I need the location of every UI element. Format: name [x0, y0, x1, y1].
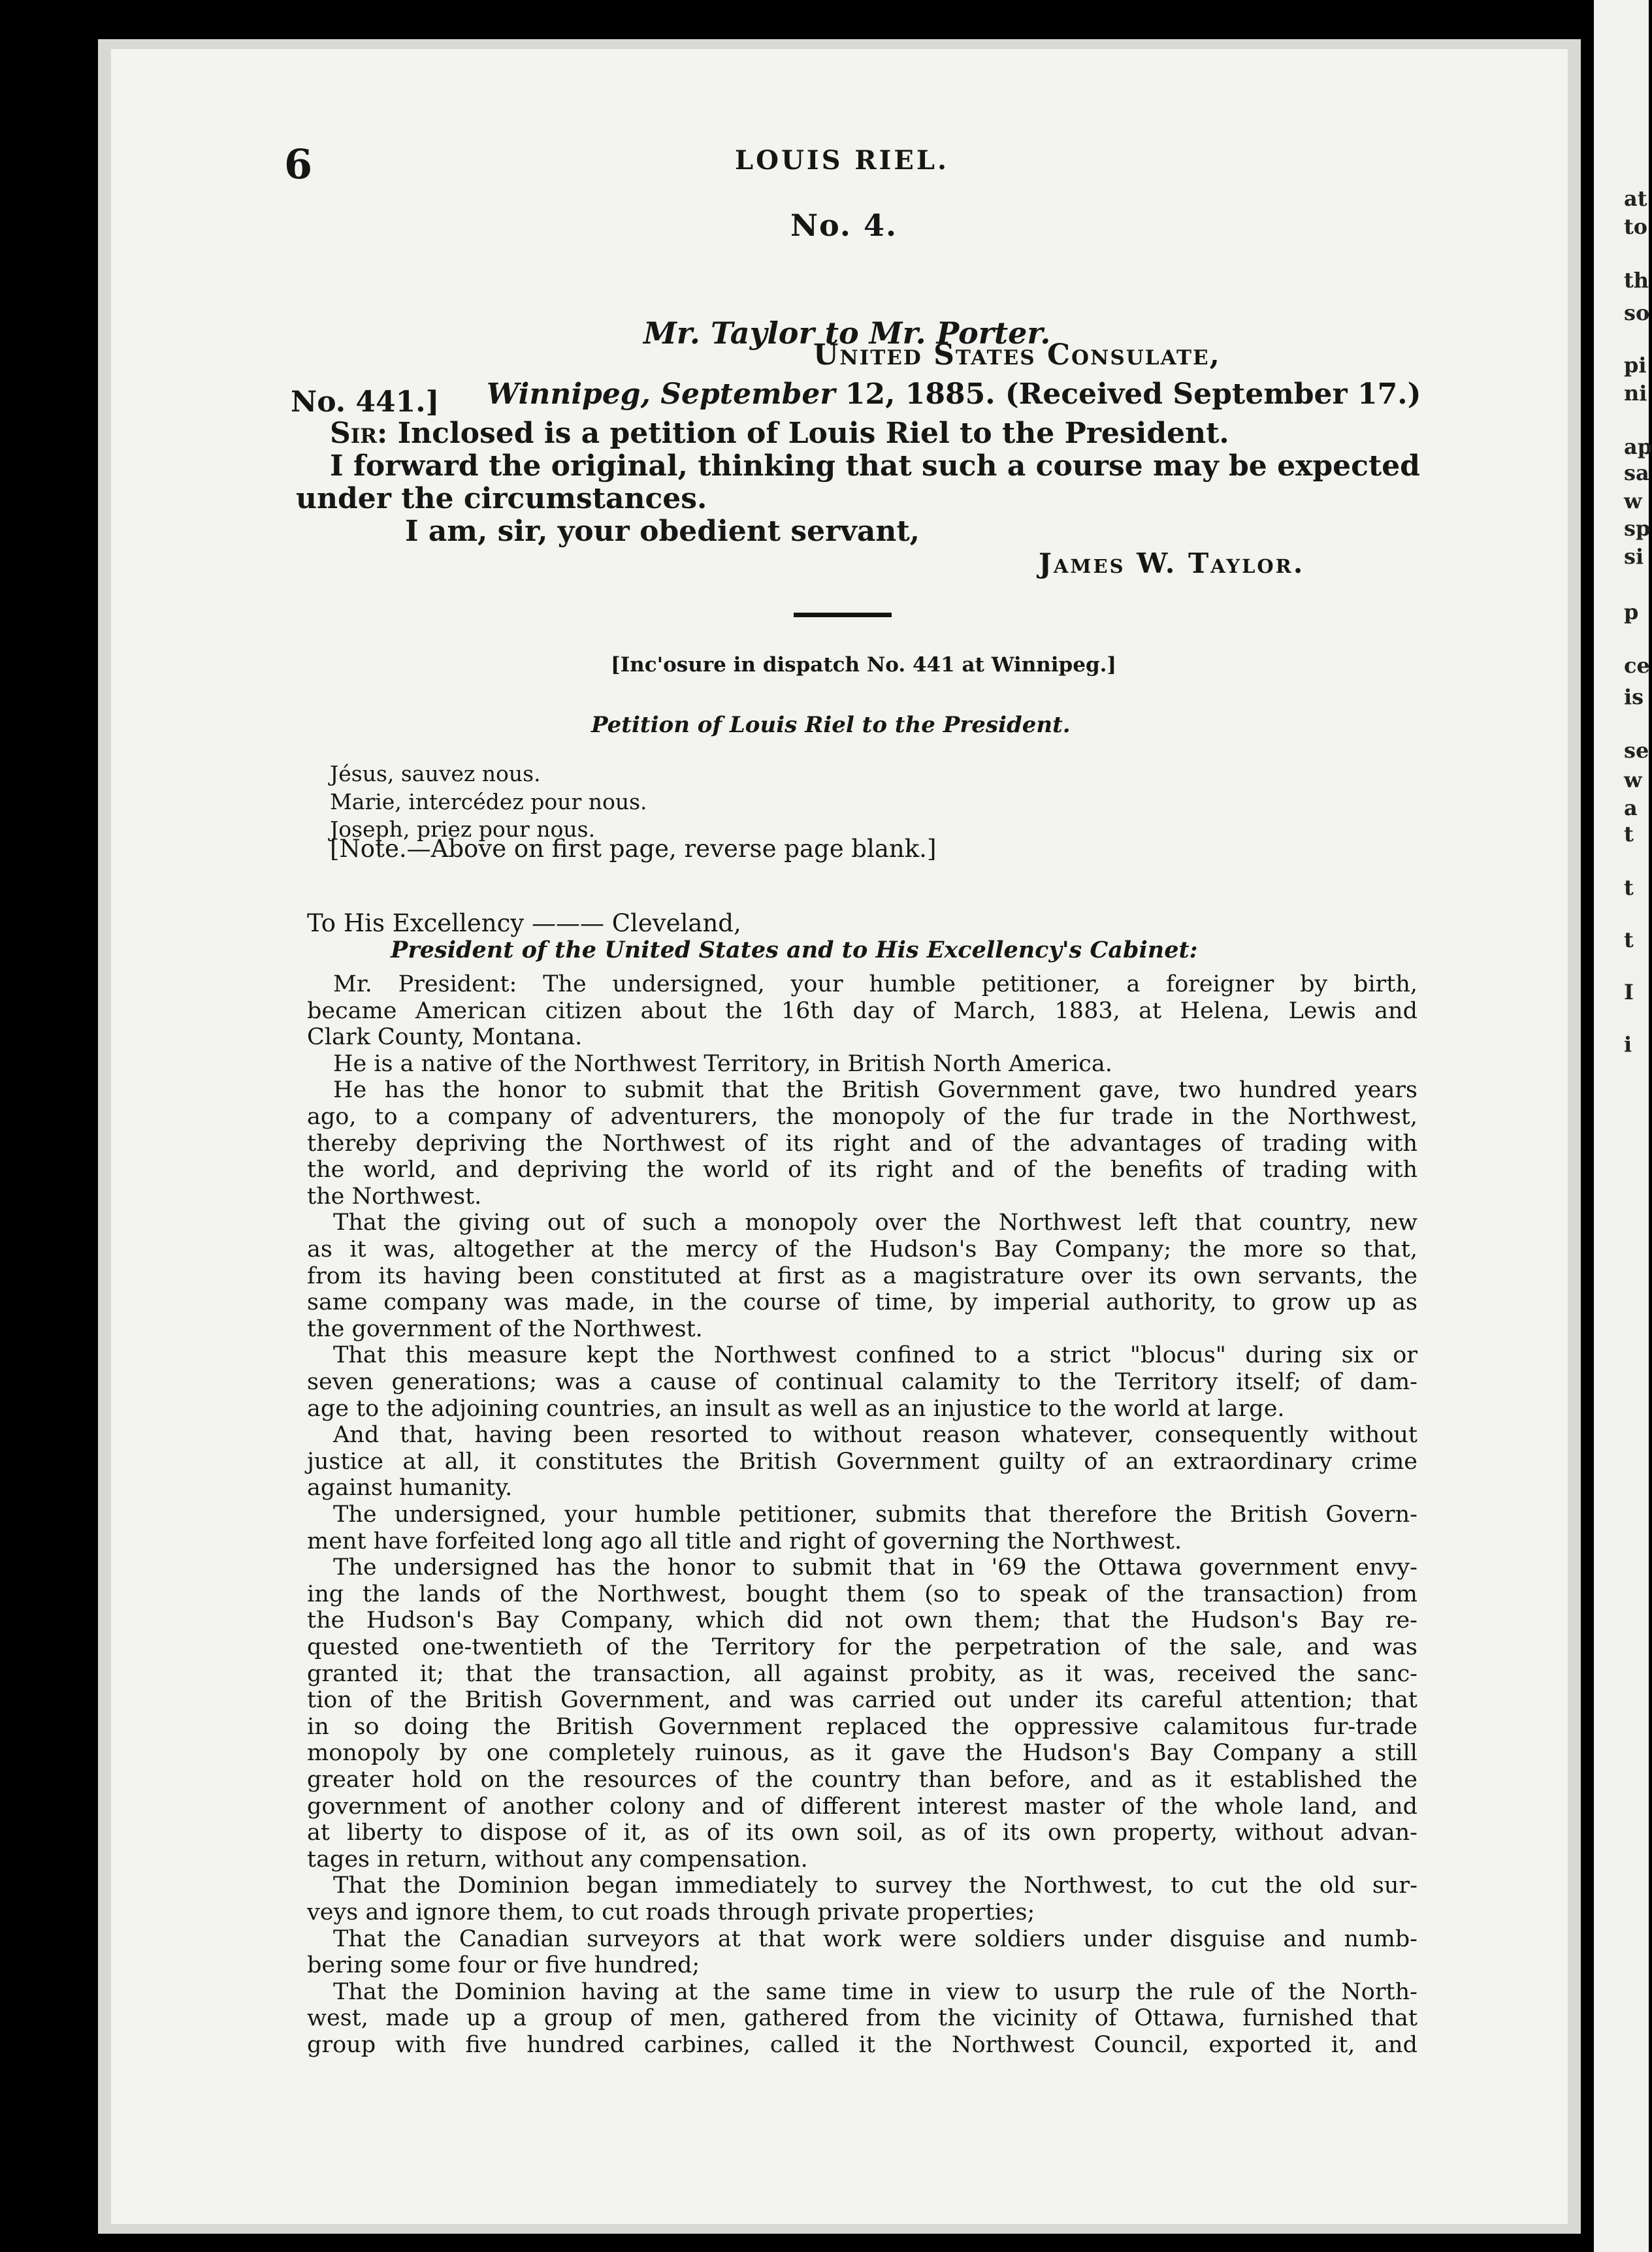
petition-line: justice at all, it constitutes the British Government guilty of an extraordinary crime — [307, 1449, 1417, 1475]
salutation-line — [330, 417, 1229, 450]
section-rule — [794, 613, 892, 617]
adjacent-page-fragment: ce — [1624, 653, 1650, 678]
petition-line: quested one-twentieth of the Territory for the perpetration of the sale, and was — [307, 1634, 1417, 1660]
salutation: Sir: — [330, 417, 388, 450]
petition-line: monopoly by one completely ruinous, as it gave the Hudson's Bay Company a still — [307, 1740, 1417, 1766]
adjacent-page-fragment: sp — [1624, 516, 1651, 541]
petition-line: That the giving out of such a monopoly over the Northwest left that country, new — [333, 1210, 1417, 1236]
petition-line: became American citizen about the 16th day of March, 1883, at Helena, Lewis and — [307, 998, 1417, 1024]
petition-line: ment have forfeited long ago all title and right of governing the Northwest. — [307, 1528, 1182, 1554]
signature: James W. Taylor. — [1039, 547, 1305, 579]
adjacent-page-fragment: t — [1624, 822, 1634, 846]
dispatch-number: No. 441.] — [291, 385, 440, 419]
adjacent-page-fragment: se — [1624, 738, 1649, 763]
date-line — [487, 378, 1421, 411]
adjacent-page-fragment: pi — [1624, 353, 1647, 378]
page-number: 6 — [284, 140, 313, 188]
adjacent-page-fragment: at — [1624, 186, 1647, 211]
prayer-line-2: Marie, intercédez pour nous. — [330, 789, 647, 814]
petition-line: tion of the British Government, and was carried out under its careful attention; that — [307, 1687, 1417, 1713]
petition-line: at liberty to dispose of it, as of its own soil, as of its own property, without advan- — [307, 1820, 1417, 1846]
letter-line-1: Inclosed is a petition of Louis Riel to the President. — [387, 417, 1229, 450]
petition-line: And that, having been resorted to without reason whatever, consequently without — [333, 1422, 1417, 1448]
petition-line: government of another colony and of different interest master of the whole land, and — [307, 1794, 1417, 1820]
address-line-2: President of the United States and to His Excellency's Cabinet: — [391, 937, 1198, 963]
petition-line: greater hold on the resources of the country than before, and as it established the — [307, 1767, 1417, 1793]
petition-line: That the Dominion having at the same time in view to usurp the rule of the North- — [333, 1979, 1417, 2005]
petition-line: Mr. President: The undersigned, your humble petitioner, a foreigner by birth, — [333, 971, 1417, 997]
petition-line: group with five hundred carbines, called it the Northwest Council, exported it, and — [307, 2032, 1417, 2058]
letter-closing: I am, sir, your obedient servant, — [405, 515, 920, 548]
petition-line: granted it; that the transaction, all against probity, as it was, received the sanc- — [307, 1661, 1417, 1687]
petition-line: in so doing the British Government replaced the oppressive calamitous fur-trade — [307, 1714, 1417, 1740]
date-rest: 12, 1885. (Received September 17.) — [835, 378, 1421, 411]
adjacent-page-fragment: ap — [1624, 434, 1652, 459]
letter-line-2: I forward the original, thinking that such a course may be expected — [330, 449, 1420, 483]
note-line: [Note.—Above on first page, reverse page blank.] — [330, 835, 937, 863]
petition-line: That this measure kept the Northwest confined to a strict "blocus" during six or — [333, 1342, 1417, 1368]
adjacent-page-fragment: t — [1624, 927, 1634, 952]
prayer-line-1: Jésus, sauvez nous. — [330, 761, 541, 786]
date-place: Winnipeg, September — [487, 378, 835, 411]
adjacent-page-fragment: is — [1624, 684, 1644, 709]
adjacent-page-fragment: i — [1624, 1032, 1632, 1057]
adjacent-page-fragment: t — [1624, 875, 1634, 900]
petition-line: That the Dominion began immediately to survey the Northwest, to cut the old sur- — [333, 1873, 1417, 1899]
petition-line: ago, to a company of adventurers, the monopoly of the fur trade in the Northwest, — [307, 1104, 1417, 1130]
adjacent-page-fragment: so — [1624, 300, 1650, 325]
adjacent-page-fragment: I — [1624, 980, 1634, 1005]
letter-line-3: under the circumstances. — [296, 482, 707, 515]
address-line-1: To His Excellency ——— Cleveland, — [307, 909, 741, 937]
petition-line: the government of the Northwest. — [307, 1316, 703, 1342]
consulate-heading: United States Consulate, — [813, 338, 1221, 372]
petition-line: The undersigned, your humble petitioner, submits that therefore the British Govern- — [333, 1502, 1417, 1528]
document-subtitle: Mr. Taylor to Mr. Porter. — [643, 315, 1051, 351]
petition-line: He has the honor to submit that the British Government gave, two hundred years — [333, 1077, 1417, 1103]
adjacent-page-fragment: w — [1624, 489, 1642, 513]
adjacent-page-fragment: to — [1624, 214, 1648, 239]
petition-line: age to the adjoining countries, an insult as well as an injustice to the world at large. — [307, 1396, 1285, 1422]
petition-line: The undersigned has the honor to submit that in '69 the Ottawa government envy- — [333, 1554, 1417, 1581]
prayer-line-3: Joseph, priez pour nous. — [330, 816, 596, 842]
document-number: No. 4. — [790, 208, 898, 243]
adjacent-page-fragment: a — [1624, 796, 1638, 820]
adjacent-page-fragment: w — [1624, 767, 1642, 792]
petition-line: from its having been constituted at first as a magistrature over its own servants, the — [307, 1263, 1417, 1289]
petition-line: bering some four or five hundred; — [307, 1952, 700, 1978]
petition-line: tages in return, without any compensation. — [307, 1846, 808, 1873]
inclosure-label: [Inc'osure in dispatch No. 441 at Winnipeg.] — [611, 653, 1117, 677]
petition-line: the Northwest. — [307, 1183, 482, 1210]
petition-title: Petition of Louis Riel to the President. — [591, 712, 1071, 738]
adjacent-page-fragment: th — [1624, 268, 1649, 293]
petition-line: Clark County, Montana. — [307, 1024, 583, 1050]
adjacent-page-fragment: p — [1624, 600, 1639, 624]
running-head: LOUIS RIEL. — [735, 145, 949, 176]
petition-line: thereby depriving the Northwest of its right and of the advantages of trading with — [307, 1131, 1417, 1157]
adjacent-page-fragment: sa — [1624, 460, 1649, 485]
petition-line: the world, and depriving the world of its right and of the benefits of trading with — [307, 1157, 1417, 1183]
petition-line: same company was made, in the course of time, by imperial authority, to grow up as — [307, 1289, 1417, 1315]
petition-line: He is a native of the Northwest Territory, in British North America. — [333, 1051, 1112, 1077]
petition-line: against humanity. — [307, 1475, 513, 1501]
petition-line: as it was, altogether at the mercy of the Hudson's Bay Company; the more so that, — [307, 1236, 1417, 1263]
petition-line: west, made up a group of men, gathered from the vicinity of Ottawa, furnished that — [307, 2005, 1417, 2031]
adjacent-page-strip — [1594, 0, 1649, 2252]
petition-line: That the Canadian surveyors at that work were soldiers under disguise and numb- — [333, 1926, 1417, 1952]
petition-line: ing the lands of the Northwest, bought them (so to speak of the transaction) from — [307, 1581, 1417, 1607]
petition-line: veys and ignore them, to cut roads through private properties; — [307, 1899, 1035, 1925]
petition-line: the Hudson's Bay Company, which did not own them; that the Hudson's Bay re- — [307, 1607, 1417, 1633]
adjacent-page-fragment: si — [1624, 544, 1644, 569]
petition-line: seven generations; was a cause of continual calamity to the Territory itself; of dam- — [307, 1369, 1417, 1395]
adjacent-page-fragment: ni — [1624, 381, 1647, 406]
